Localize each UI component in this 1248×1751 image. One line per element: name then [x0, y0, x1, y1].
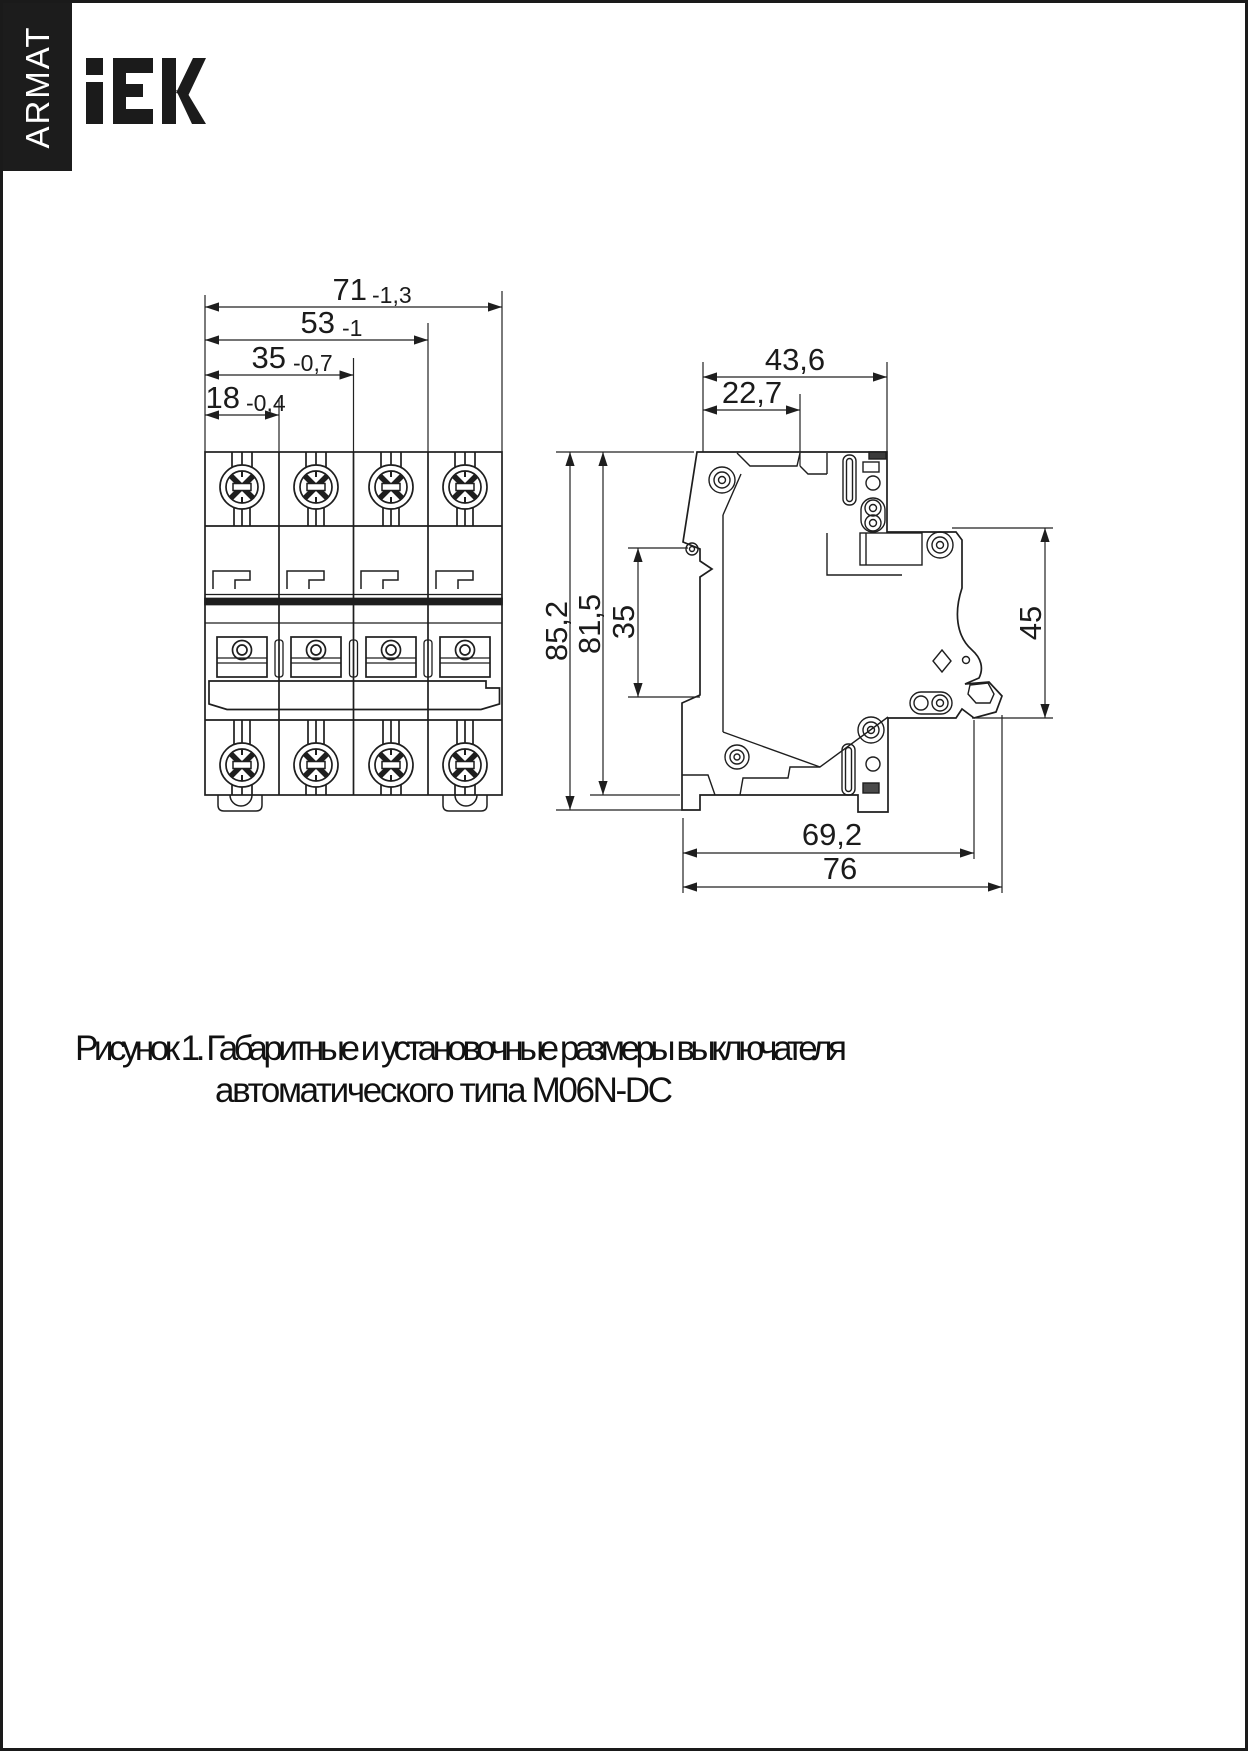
- dim-height-85-2: 85,2: [539, 600, 574, 662]
- dim-front-45: 45: [1013, 605, 1048, 641]
- front-dark-band: [205, 599, 502, 605]
- dim-depth-76: 76: [822, 851, 858, 886]
- dim-width-35: 35: [251, 340, 286, 375]
- caption-line-2: автоматического типа M06N-DC: [215, 1071, 673, 1110]
- dim-width-18-tolerance: -0,4: [246, 390, 286, 416]
- dim-width-71: 71: [332, 272, 367, 307]
- dim-width-71-tolerance: -1,3: [372, 282, 412, 308]
- dim-width-18: 18: [205, 380, 240, 415]
- dim-depth-43-6: 43,6: [764, 342, 826, 377]
- dim-depth-22-7: 22,7: [721, 375, 783, 410]
- brand-vertical-text: ARMAT: [19, 25, 56, 149]
- caption-line-1: Рисунок 1. Габаритные и установочные размеры выключателя: [75, 1029, 847, 1068]
- dim-rail-35: 35: [606, 604, 641, 640]
- brand-sidebar: [3, 3, 72, 171]
- dim-depth-69-2: 69,2: [801, 817, 863, 852]
- dim-width-35-tolerance: -0,7: [293, 350, 333, 376]
- dim-width-53: 53: [300, 305, 335, 340]
- dim-height-81-5: 81,5: [572, 593, 607, 655]
- page-border: [2, 2, 1247, 1750]
- dim-width-53-tolerance: -1: [342, 315, 363, 341]
